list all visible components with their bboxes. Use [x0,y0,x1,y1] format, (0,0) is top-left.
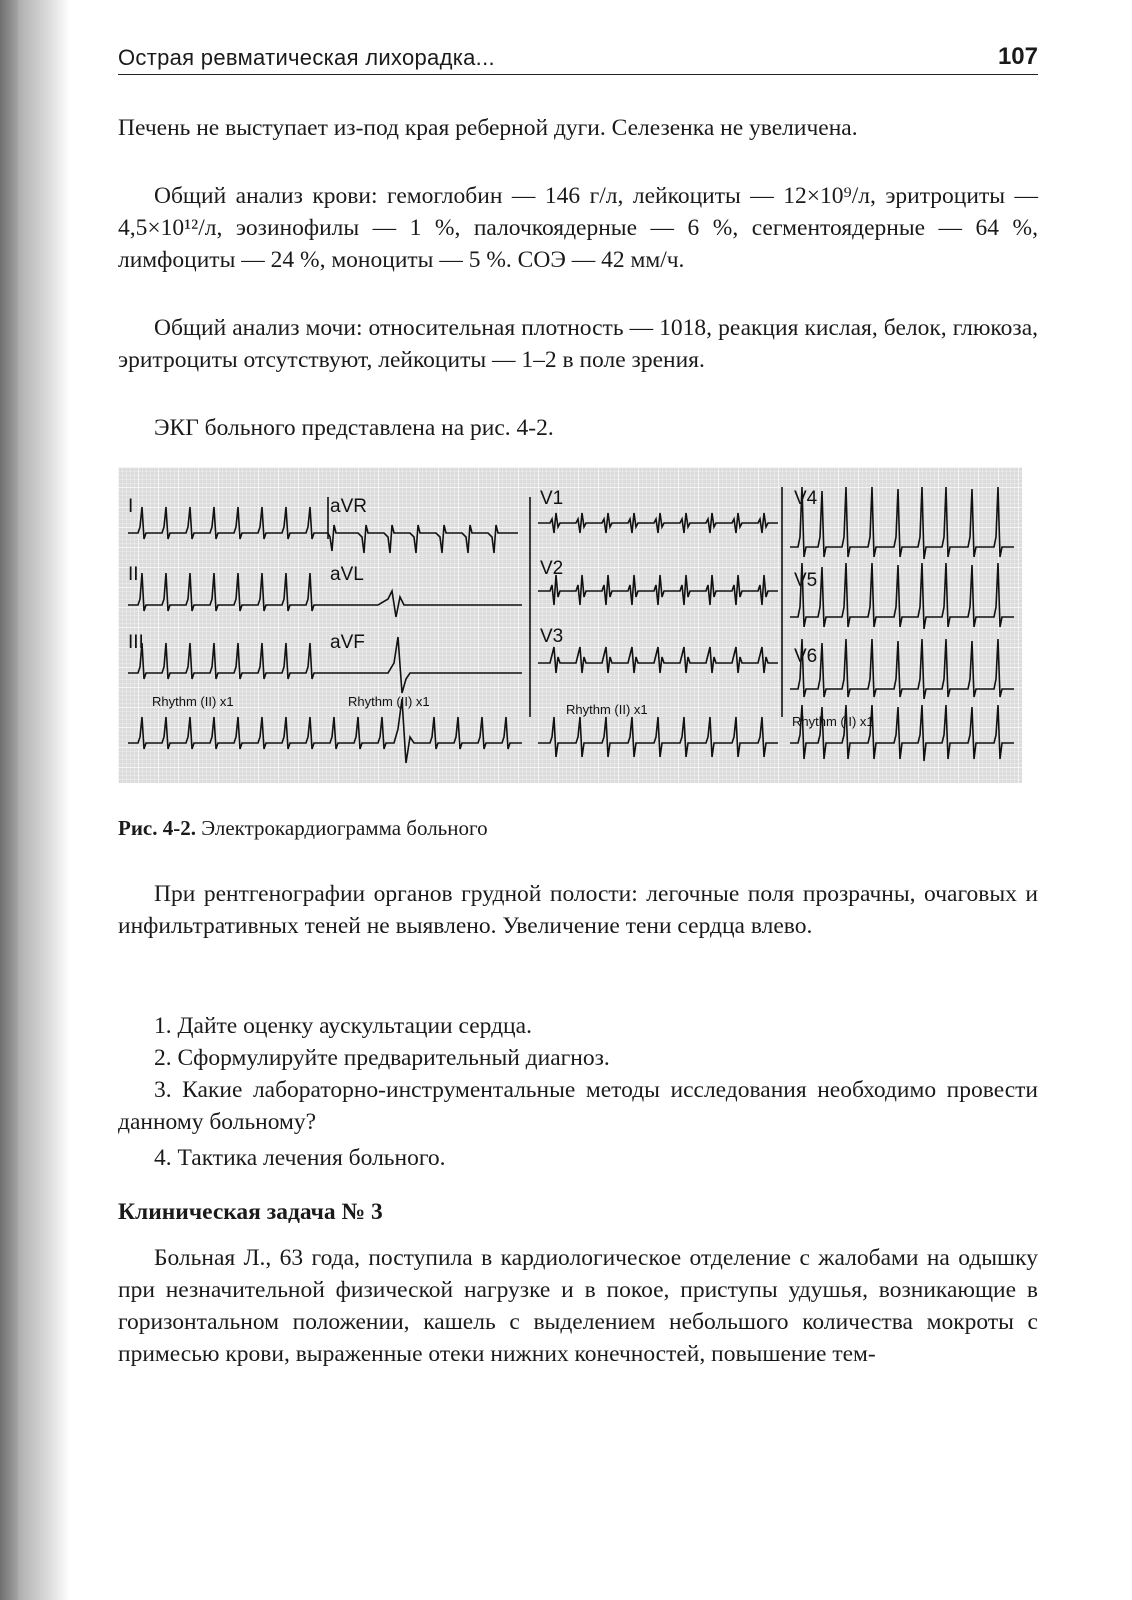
ecg-trace-group [128,487,1014,763]
lead-label-aVL: aVL [330,564,364,585]
ecg-trace-V2 [538,575,778,605]
ecg-trace-V5 [790,563,1014,629]
ecg-figure [118,467,1022,783]
ecg-trace-III-aVF [128,637,522,693]
question-3: 3. Какие лабораторно-инструментальные методы исследования необходимо провести данному больному? [118,1077,1038,1135]
lead-label-aVF: aVF [330,632,365,653]
ecg-trace-V4-V5-V6 [790,487,1014,559]
lead-label-aVR: aVR [330,496,367,517]
rhythm-label-4: Rhythm (II) x1 [792,714,874,729]
ecg-trace-V6 [790,639,1014,699]
lead-label-V2: V2 [540,558,564,579]
lead-label-III: III [128,632,144,653]
question-1: 1. Дайте оценку аускультации сердца. [154,1013,532,1039]
rhythm-label-1: Rhythm (II) x1 [152,694,234,709]
rhythm-label-2: Rhythm (II) x1 [348,694,430,709]
figure-caption [118,814,1038,842]
caption-text: Электрокардиограмма больного [196,816,488,840]
ecg-trace-V1 [538,513,778,533]
ecg-trace-V3 [538,647,778,673]
running-head [118,40,1038,75]
running-title: Острая ревматическая лихорадка... [118,45,495,70]
page-number: 107 [997,43,1038,70]
lead-label-I: I [128,496,134,517]
ecg-traces [118,467,1022,783]
lead-label-V1: V1 [540,488,564,509]
paragraph-blood-test: Общий анализ крови: гемоглобин — 146 г/л, лейкоциты — 12×10⁹/л, эритроциты — 4,5×10¹²/л, эозинофилы — 1 %, палочкоядерные — 6 %, сегментоядерные — 64 %, лимфоциты — 24 %, моноциты — 5 %. СОЭ — 42 мм/ч. [118,183,1038,273]
lead-label-V4: V4 [794,488,818,509]
question-4: 4. Тактика лечения больного. [154,1145,446,1171]
paragraph-task-3: Больная Л., 63 года, поступила в кардиологическое отделение с жалобами на одышку при незначительной физической нагрузке и в покое, приступы удушья, возникающие в горизонтальном положении, кашель с выделением небольшого количества мокроты с примесью крови, выраженные отеки нижних конечностей, повышение тем- [118,1245,1038,1367]
task-heading: Клиническая задача № 3 [118,1199,383,1225]
page-binding-edge [0,0,18,1600]
ecg-trace-I-aVR [128,507,518,553]
paragraph-liver: Печень не выступает из-под края реберной дуги. Селезенка не увеличена. [118,115,858,141]
rhythm-label-3: Rhythm (II) x1 [566,702,648,717]
lead-label-V6: V6 [794,646,818,667]
paragraph-xray: При рентгенографии органов грудной полости: легочные поля прозрачны, очаговых и инфильтративных теней не выявлено. Увеличение тени сердца влево. [118,881,1038,939]
question-2: 2. Сформулируйте предварительный диагноз. [154,1045,610,1071]
paragraph-urine-test: Общий анализ мочи: относительная плотность — 1018, реакция кислая, белок, глюкоза, эритроциты отсутствуют, лейкоциты — 1–2 в поле зрения. [118,315,1038,373]
ecg-trace-rhythm-mid [538,717,778,757]
paragraph-ecg-ref: ЭКГ больного представлена на рис. 4-2. [154,415,554,441]
ecg-trace-II-aVL [128,573,522,617]
lead-label-V5: V5 [794,570,818,591]
lead-label-V3: V3 [540,626,564,647]
lead-label-II: II [128,564,139,585]
caption-number: Рис. 4-2. [118,816,196,840]
